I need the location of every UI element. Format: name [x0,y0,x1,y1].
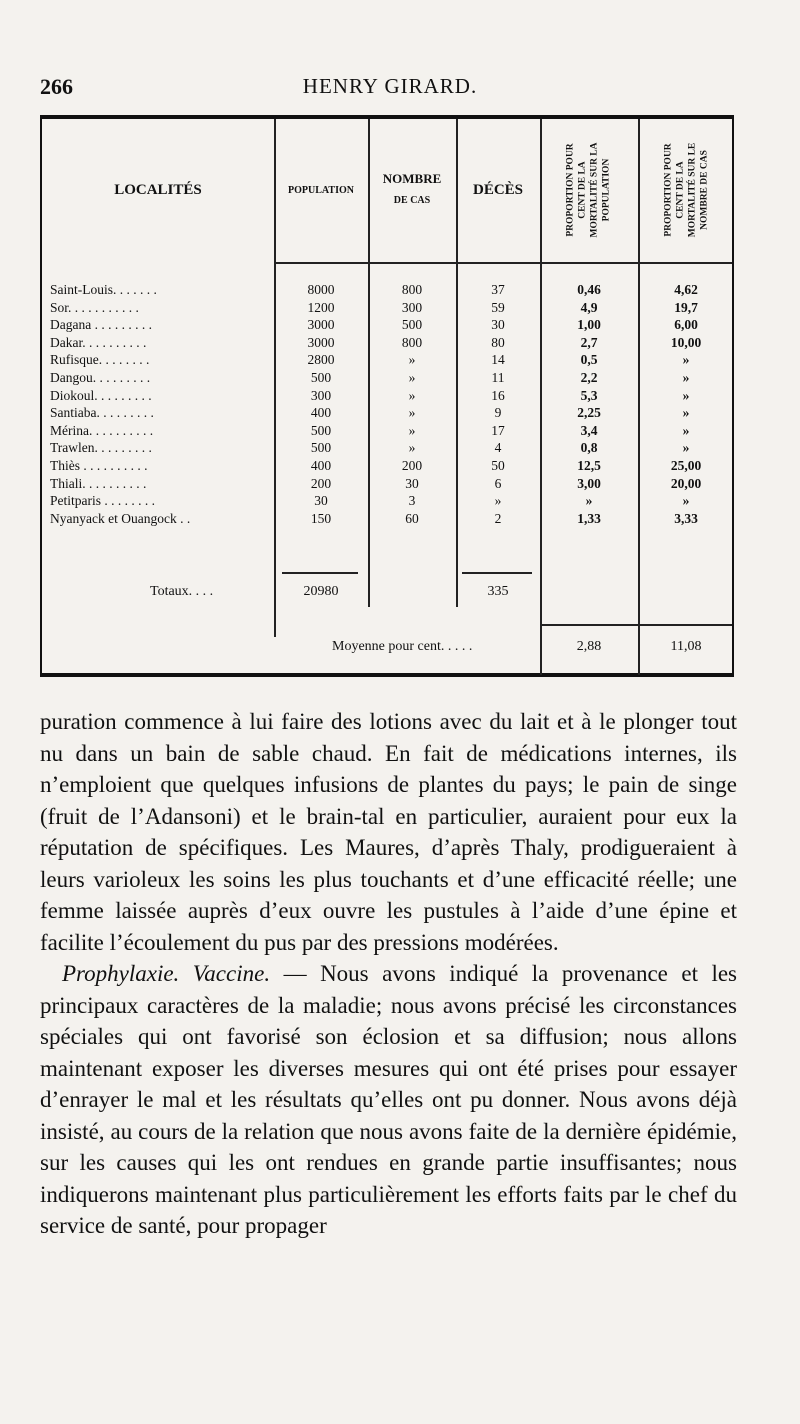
cell-prop-population: 12,5 [577,457,601,473]
table-row [42,457,732,475]
cell-prop-cas: » [682,422,690,438]
cell-population: 300 [310,387,332,403]
cell-population: 3000 [307,317,335,333]
cell-localite: Petitparis . . . . . . . . [50,493,155,509]
cell-prop-cas: 3,33 [674,510,698,526]
body-text [40,706,737,1242]
table-row [42,316,732,334]
cell-nombre-cas: 30 [405,475,419,491]
cell-population: 500 [310,440,332,456]
cell-prop-population: 1,00 [577,317,601,333]
cell-deces: 59 [491,299,505,315]
cell-population: 8000 [307,282,335,297]
totals-population: 20980 [303,584,339,599]
table-row [42,369,732,387]
cell-nombre-cas: » [408,387,416,403]
mortality-table [40,115,734,677]
table-row [42,387,732,405]
cell-deces: 4 [494,440,502,456]
cell-deces: 30 [491,317,505,333]
section-title: Prophylaxie. Vaccine. [62,961,271,986]
cell-nombre-cas: 800 [401,282,423,297]
cell-population: 3000 [307,334,335,350]
average-prop-population: 2,88 [576,639,602,654]
col-header-nombre-line1: NOMBRE [382,171,442,186]
cell-nombre-cas: 300 [401,299,423,315]
page-number: 266 [40,74,73,99]
cell-population: 500 [310,422,332,438]
table-row [42,299,732,317]
average-row [42,639,732,663]
cell-localite: Nyanyack et Ouangock . . [50,510,191,526]
cell-nombre-cas: » [408,405,416,421]
cell-deces: 80 [491,334,505,350]
cell-deces: 6 [494,475,502,491]
col-header-prop-pop-line4: POPULATION [601,158,612,222]
cell-population: 30 [314,493,328,509]
cell-localite: Dangou. . . . . . . . . [50,369,151,385]
cell-prop-cas: » [682,440,690,456]
cell-deces: 9 [494,405,502,421]
cell-deces: 17 [491,422,505,438]
cell-deces: 50 [491,457,505,473]
cell-prop-cas: 4,62 [674,282,698,297]
cell-prop-population: 1,33 [577,510,601,526]
col-header-localites: LOCALITÉS [114,181,202,198]
cell-localite: Trawlen. . . . . . . . . [50,440,152,456]
cell-prop-population: 5,3 [580,387,598,403]
page-header [40,74,740,104]
table-row [42,475,732,493]
cell-prop-cas: 25,00 [670,457,702,473]
col-header-prop-pop-line3: MORTALITÉ SUR LA [589,142,600,238]
table-row [42,492,732,510]
cell-nombre-cas: 200 [401,457,423,473]
cell-nombre-cas: » [408,422,416,438]
cell-nombre-cas: » [408,369,416,385]
table-row [42,281,732,299]
cell-prop-cas: » [682,352,690,368]
cell-nombre-cas: » [408,352,416,368]
cell-localite: Dakar. . . . . . . . . . [50,334,147,350]
paragraph: puration commence à lui faire des lotions avec du lait et à le plonger tout nu dans un bain de sable chaud. En fait de médications internes, ils n’emploient que quelques infusions de plantes du pays; le pain de singe (fruit de l’Adansoni) et le brain-tal en particulier, auraient pour eux la réputation de spécifiques. Les Maures, d’après Thaly, prodigueraient à leurs varioleux les soins les plus touchants et d’une efficacité réelle; une femme laissée auprès d’eux ouvre les pustules à l’aide d’une épine et facilite l’écoulement du pus par des pressions modérées. [40,709,737,955]
totals-label: Totaux. . . . [150,584,214,599]
col-header-prop-population [540,121,638,259]
cell-population: 400 [310,457,332,473]
cell-localite: Thiali. . . . . . . . . . [50,475,147,491]
cell-population: 2800 [307,352,335,368]
cell-deces: 16 [491,387,505,403]
paragraph-text: — Nous avons indiqué la provenance et les principaux caractères de la maladie; nous avons précisé les circonstances spéciales qui ont favorisé son éclosion et sa diffusion; nous allons maintenant exposer les diverses mesures qui ont été prises pour essayer d’enrayer le mal et les résultats qu’elles ont pu donner. Nous avons déjà insisté, au cours de la relation que nous avons faite de la dernière épidémie, sur les causes qui les ont rendues en grande partie insuffisantes; nous indiquerons maintenant plus particulièrement les efforts faits par le chef du service de santé, pour propager [40,961,737,1238]
col-header-prop-cas-line1: PROPORTION POUR [662,143,673,237]
cell-prop-cas: » [682,493,690,509]
cell-deces: 14 [491,352,505,368]
cell-localite: Sor. . . . . . . . . . . [50,299,139,315]
cell-nombre-cas: 60 [405,510,419,526]
cell-localite: Saint-Louis. . . . . . . [50,282,157,297]
cell-nombre-cas: 800 [401,334,423,350]
cell-prop-population: 0,5 [580,352,598,368]
cell-prop-cas: 10,00 [670,334,702,350]
paragraph-prophylaxie [40,958,737,1242]
cell-localite: Diokoul. . . . . . . . . [50,387,152,403]
average-prop-cas: 11,08 [670,639,702,654]
cell-population: 400 [310,405,332,421]
cell-nombre-cas: 500 [401,317,423,333]
cell-prop-cas: 19,7 [674,299,698,315]
col-header-nombre-line2: DE CAS [393,195,431,206]
totals-row [42,584,732,608]
totals-deces: 335 [487,584,509,599]
table-rule [282,572,358,574]
cell-deces: 37 [491,282,505,297]
table-row [42,422,732,440]
cell-prop-population: 0,46 [577,282,601,297]
table-row [42,351,732,369]
table-rule [540,624,732,626]
col-header-deces: DÉCÈS [472,181,524,198]
col-header-prop-pop-line2: CENT DE LA [577,161,588,219]
cell-deces: » [494,493,502,509]
col-header-nombre-de-cas [368,119,456,261]
cell-prop-population: 3,4 [580,422,598,438]
cell-prop-cas: » [682,405,690,421]
cell-population: 500 [310,369,332,385]
col-header-prop-cas-line2: CENT DE LA [674,161,685,219]
cell-localite: Rufisque. . . . . . . . [50,352,150,368]
table-body [42,281,732,527]
average-label: Moyenne pour cent. . . . . [332,639,473,654]
cell-population: 150 [310,510,332,526]
cell-prop-population: 3,00 [577,475,601,491]
table-row [42,510,732,528]
cell-prop-cas: » [682,387,690,403]
cell-prop-cas: » [682,369,690,385]
cell-prop-population: 2,7 [580,334,598,350]
cell-nombre-cas: » [408,440,416,456]
cell-localite: Thiès . . . . . . . . . . [50,457,148,473]
col-header-prop-pop-line1: PROPORTION POUR [565,143,576,237]
running-head: HENRY GIRARD. [302,74,478,98]
table-row [42,404,732,422]
cell-prop-cas: 20,00 [670,475,702,491]
cell-localite: Mérina. . . . . . . . . . [50,422,154,438]
cell-deces: 2 [494,510,502,526]
cell-nombre-cas: 3 [408,493,416,509]
cell-prop-population: 2,2 [580,369,598,385]
cell-prop-cas: 6,00 [674,317,698,333]
table-rule [462,572,532,574]
table-row [42,439,732,457]
cell-population: 200 [310,475,332,491]
cell-population: 1200 [307,299,335,315]
col-header-prop-cas-line3: MORTALITÉ SUR LE [686,142,697,238]
cell-prop-population: 2,25 [577,405,601,421]
cell-prop-population: 0,8 [580,440,598,456]
cell-localite: Dagana . . . . . . . . . [50,317,152,333]
col-header-prop-cas-line4: NOMBRE DE CAS [698,150,709,230]
cell-localite: Santiaba. . . . . . . . . [50,405,154,421]
cell-prop-population: » [585,493,593,509]
cell-deces: 11 [491,369,505,385]
table-row [42,334,732,352]
table-rule [274,262,732,264]
cell-prop-population: 4,9 [580,299,598,315]
col-header-population: POPULATION [288,184,354,196]
col-header-prop-cas [638,121,734,259]
